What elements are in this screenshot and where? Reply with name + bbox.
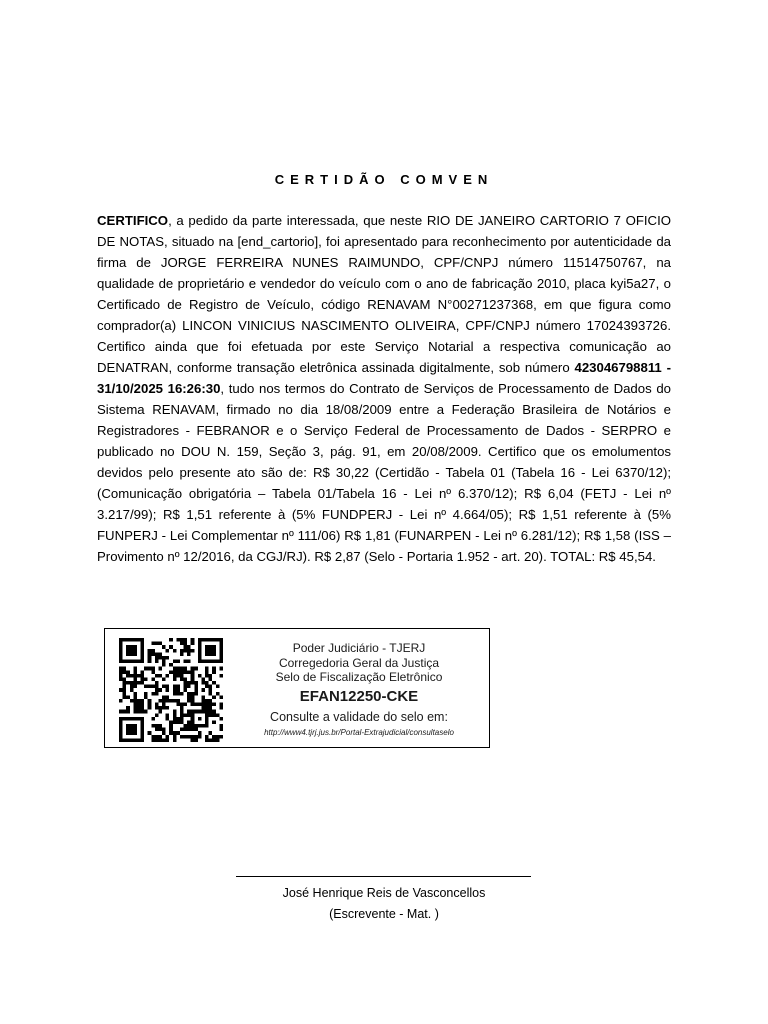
certificate-body (97, 210, 671, 567)
signatory-role: (Escrevente - Mat. ) (329, 907, 439, 921)
seal-consult-label: Consulte a validade do selo em: (270, 709, 448, 724)
body-part-1: , a pedido da parte interessada, que neste RIO DE JANEIRO CARTORIO 7 OFICIO DE NOTAS, situado na [end_cartorio], foi apresentado para reconhecimento por autenticidade da firma de JORGE FERREIRA NUNES RAIMUNDO, CPF/CNPJ número 11514750767, na qualidade de proprietário e vendedor do veículo com o ano de fabricação 2010, placa kyi5a27, o Certificado de Registro de Veículo, código RENAVAM N°00271237368, em que figura como comprador(a) LINCON VINICIUS NASCIMENTO OLIVEIRA, CPF/CNPJ número 17024393726. Certifico ainda que foi efetuada por este Serviço Notarial a respectiva comunicação ao DENATRAN, conforme transação eletrônica assinada digitalmente, sob número (97, 213, 671, 375)
signature-line (236, 876, 531, 877)
transaction-number: 423046798811 - 31/10/2025 16:26:30 (97, 360, 671, 396)
electronic-seal (104, 628, 490, 748)
seal-code: EFAN12250-CKE (299, 687, 419, 705)
body-part-2: , tudo nos termos do Contrato de Serviços de Processamento de Dados do Sistema RENAVAM, firmado no dia 18/08/2009 entre a Federação Brasileira de Notários e Registradores - FEBRANOR e o Serviço Federal de Processamento de Dados - SERPRO e publicado no DOU N. 159, Seção 3, pág. 91, em 20/08/2009. Certifico que os emolumentos devidos pelo presente ato são de: R$ 30,22 (Certidão - Tabela 01 (Tabela 16 - Lei 6370/12); (Comunicação obrigatória – Tabela 01/Tabela 16 - Lei nº 6.370/12); R$ 6,04 (FETJ - Lei nº 3.217/99); R$ 1,51 referente à (5% FUNDPERJ - Lei nº 4.664/05); R$ 1,51 referente à (5% FUNPERJ - Lei Complementar nº 111/06) R$ 1,81 (FUNARPEN - Lei nº 6.281/12); R$ 1,58 (ISS – Provimento nº 12/2016, da CGJ/RJ). R$ 2,87 (Selo - Portaria 1.952 - art. 20). TOTAL: R$ 45,54. (97, 381, 671, 564)
body-lead: CERTIFICO (97, 213, 169, 228)
seal-text-block (233, 641, 485, 739)
seal-court: Poder Judiciário - TJERJ (292, 641, 426, 655)
seal-corregedoria: Corregedoria Geral da Justiça (278, 655, 440, 670)
signatory-name: José Henrique Reis de Vasconcellos (282, 886, 486, 900)
qr-code-icon (119, 638, 223, 742)
seal-url: http://www4.tjrj.jus.br/Portal-Extrajudicial/consultaselo (264, 727, 454, 737)
seal-type: Selo de Fiscalização Eletrônico (275, 670, 443, 684)
document-title: CERTIDÃO COMVEN (274, 172, 494, 187)
